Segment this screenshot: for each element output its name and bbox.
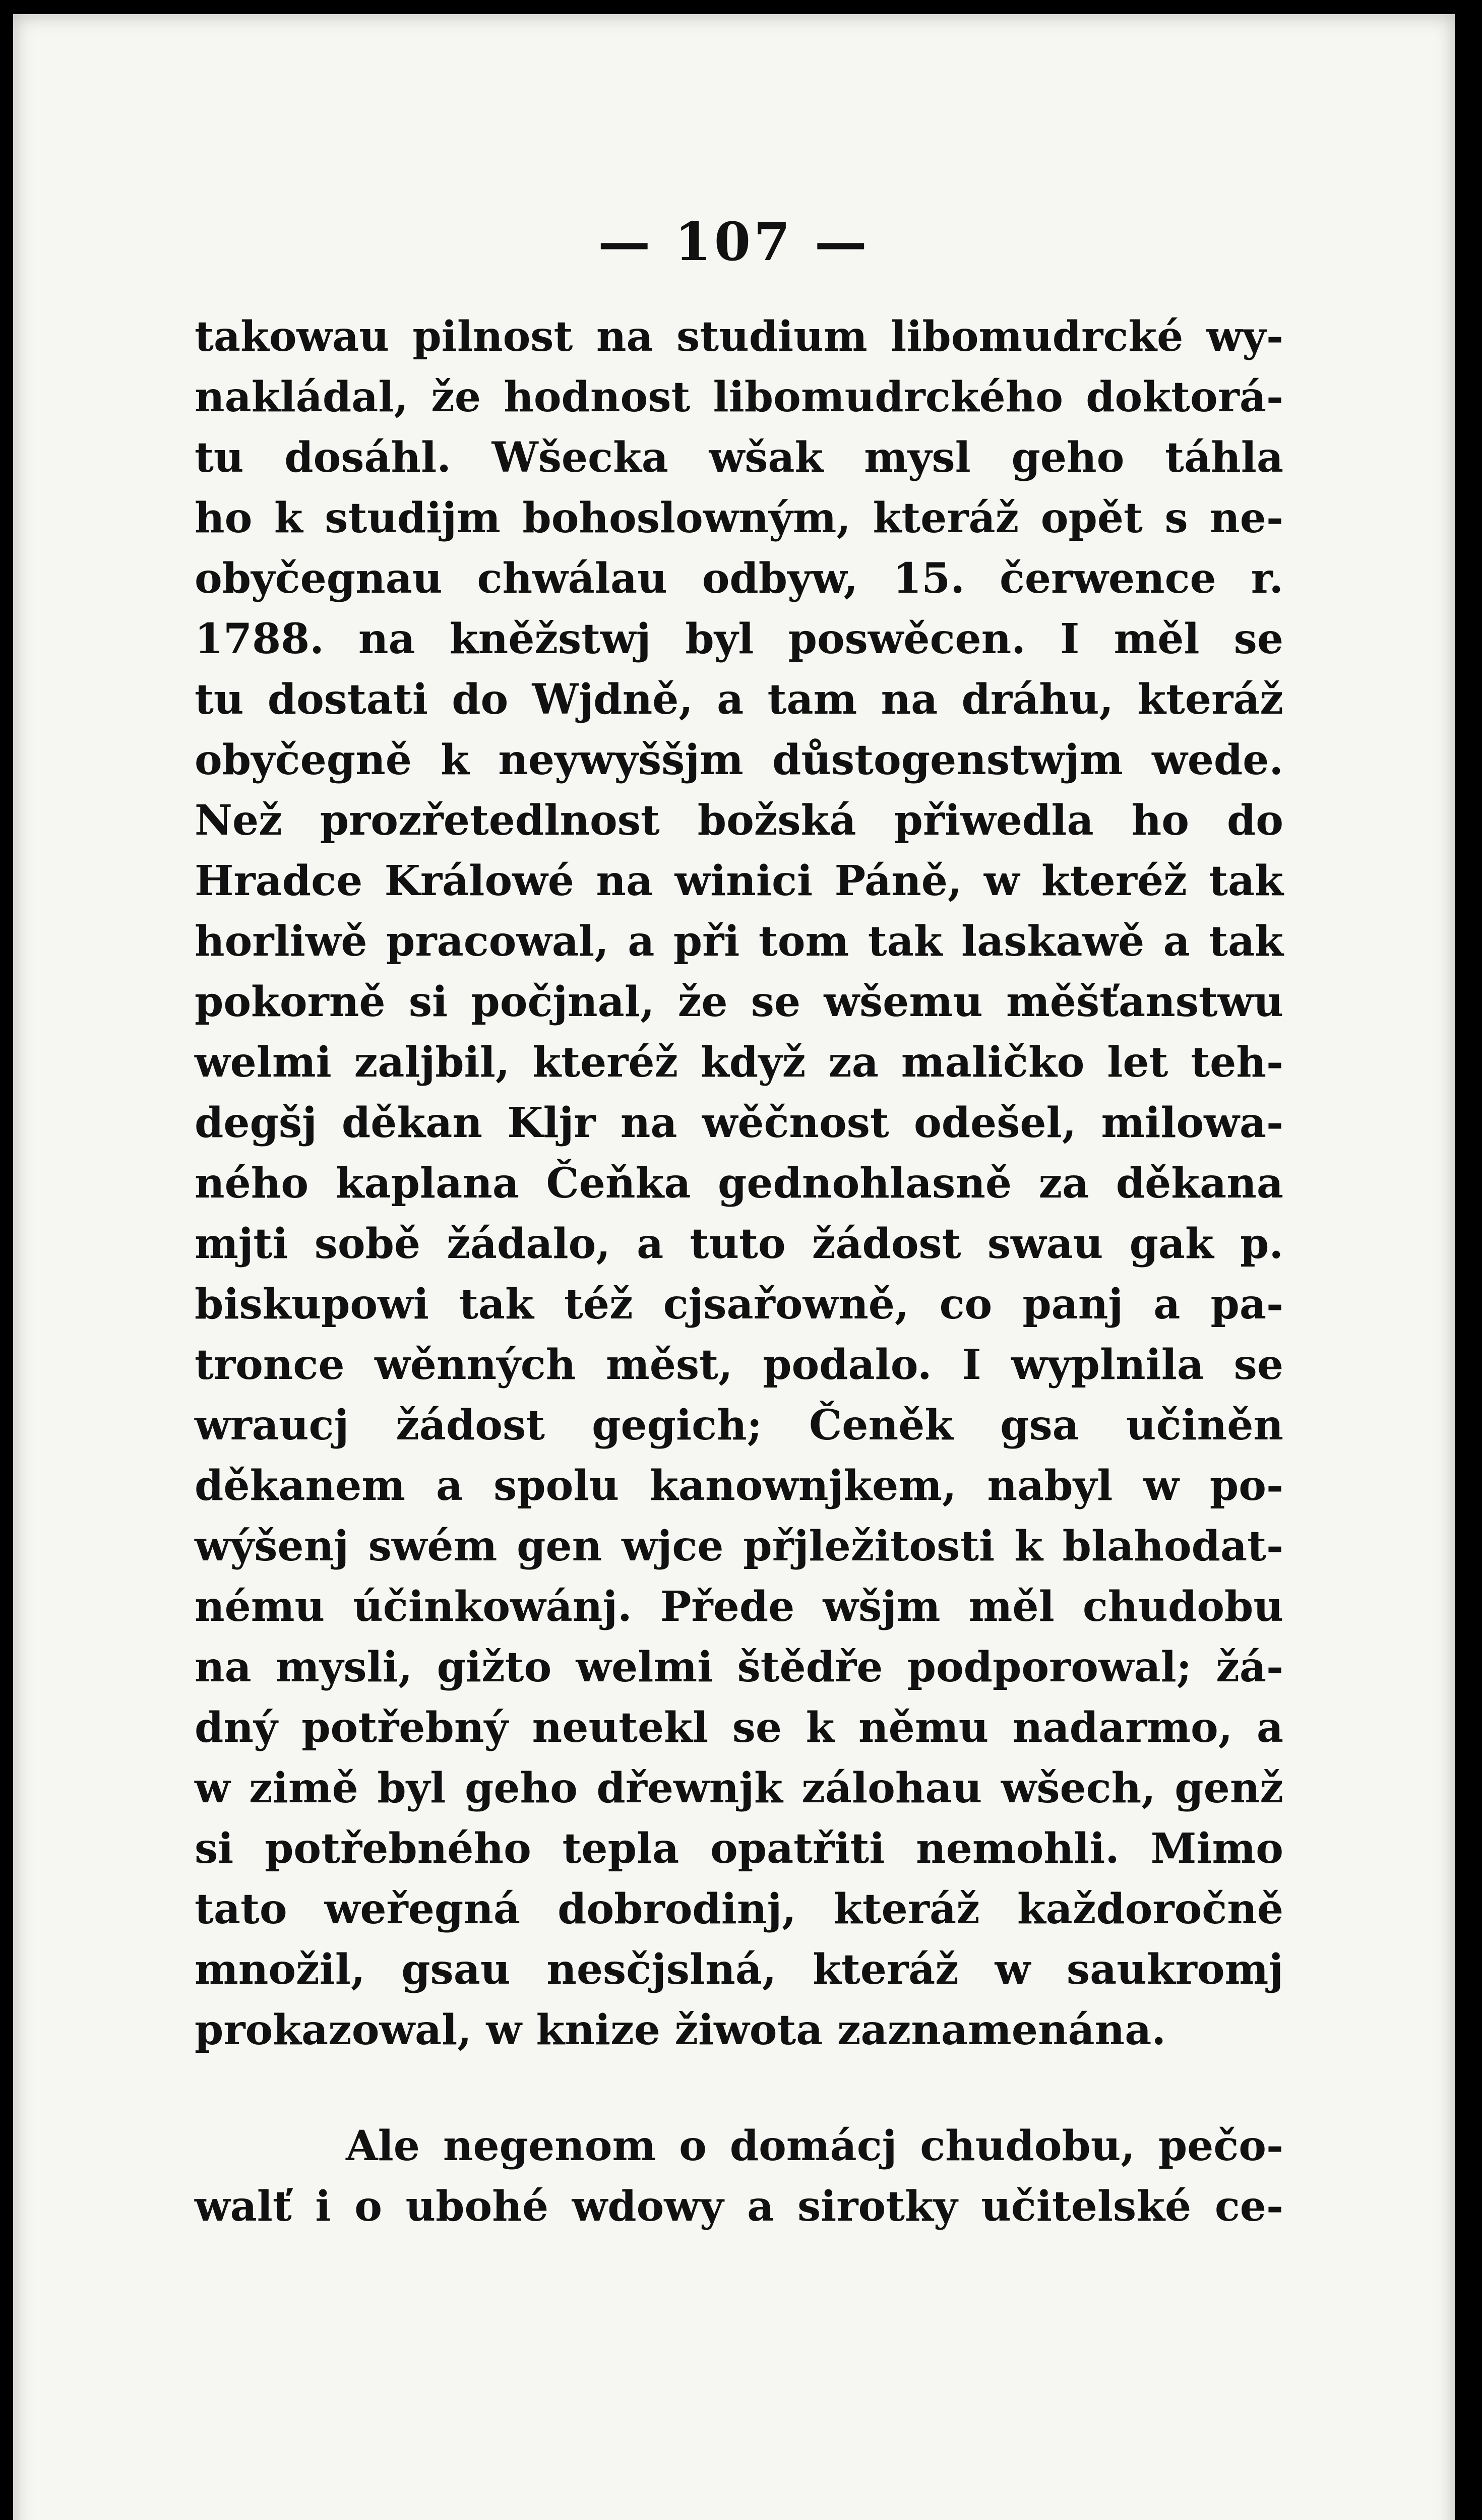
text-line: tu dosáhl. Wšecka wšak mysl geho táhla: [195, 433, 1283, 482]
text-line: Než prozřetedlnost božská přiwedla ho do: [195, 796, 1283, 845]
text-line: obyčegně k neywyššjm důstogenstwjm wede.: [195, 736, 1283, 784]
text-line: w zimě byl geho dřewnjk zálohau wšech, genž: [195, 1764, 1283, 1812]
text-line: Ale negenom o domácj chudobu, pečo-: [346, 2122, 1283, 2170]
body-text: [195, 306, 1283, 2237]
text-line: prokazowal, w knize žiwota zaznamenána.: [195, 2006, 1166, 2054]
text-line: horliwě pracowal, a při tom tak laskawě a tak: [195, 917, 1283, 966]
text-line: nakládal, že hodnost libomudrckého doktorá-: [195, 373, 1283, 421]
text-line: tronce wěnných měst, podalo. I wyplnila se: [195, 1341, 1283, 1389]
paragraph-1: [195, 306, 1283, 2060]
book-page: [13, 14, 1455, 2520]
text-line: tu dostati do Wjdně, a tam na dráhu, kteráž: [195, 675, 1283, 724]
text-line: mjti sobě žádalo, a tuto žádost swau gak p.: [195, 1220, 1283, 1268]
text-line: Hradce Králowé na winici Páně, w kteréž tak: [195, 857, 1283, 905]
text-line: na mysli, gižto welmi štědře podporowal; žá-: [195, 1643, 1283, 1691]
text-line: tato weřegná dobrodinj, kteráž každoročně: [195, 1885, 1283, 1933]
text-line: dný potřebný neutekl se k němu nadarmo, a: [195, 1704, 1283, 1752]
text-line: ho k studijm bohoslowným, kteráž opět s ne-: [195, 494, 1283, 542]
text-line: degšj děkan Kljr na wěčnost odešel, milowa-: [195, 1099, 1283, 1147]
text-line: biskupowi tak též cjsařowně, co panj a pa-: [195, 1280, 1283, 1329]
text-line: ného kaplana Čeňka gednohlasně za děkana: [195, 1159, 1283, 1208]
text-line: množil, gsau nesčjslná, kteráž w saukromj: [195, 1945, 1283, 1994]
paragraph-gap: [195, 2060, 1283, 2116]
text-line: obyčegnau chwálau odbyw, 15. čerwence r.: [195, 554, 1283, 603]
text-line: 1788. na kněžstwj byl poswěcen. I měl se: [195, 615, 1283, 663]
text-line: si potřebného tepla opatřiti nemohli. Mimo: [195, 1824, 1283, 1873]
text-line: pokorně si počjnal, že se wšemu měšťanstwu: [195, 978, 1283, 1026]
text-line: děkanem a spolu kanownjkem, nabyl w po-: [195, 1462, 1283, 1510]
text-line: takowau pilnost na studium libomudrcké wy-: [195, 312, 1283, 361]
text-line: nému účinkowánj. Přede wšjm měl chudobu: [195, 1583, 1283, 1631]
paragraph-2: [195, 2116, 1283, 2237]
text-line: wýšenj swém gen wjce přjležitosti k blahodat-: [195, 1522, 1283, 1570]
page-number: — 107 —: [598, 211, 870, 273]
text-line: walť i o ubohé wdowy a sirotky učitelské ce-: [195, 2182, 1283, 2231]
text-line: welmi zaljbil, kteréž když za maličko let teh-: [195, 1038, 1283, 1087]
text-line: wraucj žádost gegich; Čeněk gsa učiněn: [195, 1401, 1283, 1450]
